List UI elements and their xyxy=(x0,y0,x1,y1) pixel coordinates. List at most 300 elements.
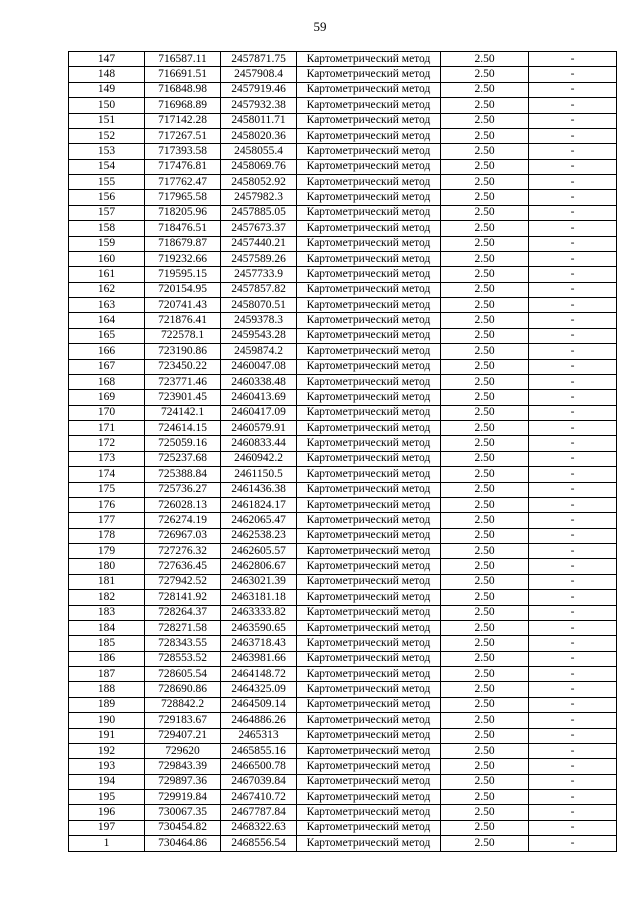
description-cell: - xyxy=(529,113,617,128)
point-number-cell: 185 xyxy=(69,636,145,651)
x-coordinate-cell: 725736.27 xyxy=(145,482,221,497)
description-cell: - xyxy=(529,820,617,835)
point-number-cell: 164 xyxy=(69,313,145,328)
method-cell: Картометрический метод xyxy=(297,282,441,297)
table-row xyxy=(69,128,617,143)
x-coordinate-cell: 723771.46 xyxy=(145,374,221,389)
table-row xyxy=(69,390,617,405)
method-cell: Картометрический метод xyxy=(297,713,441,728)
point-number-cell: 153 xyxy=(69,144,145,159)
method-cell: Картометрический метод xyxy=(297,728,441,743)
table-row xyxy=(69,790,617,805)
description-cell: - xyxy=(529,651,617,666)
accuracy-cell: 2.50 xyxy=(441,175,529,190)
table-row xyxy=(69,820,617,835)
y-coordinate-cell: 2459874.2 xyxy=(221,344,297,359)
x-coordinate-cell: 725059.16 xyxy=(145,436,221,451)
point-number-cell: 166 xyxy=(69,344,145,359)
table-row xyxy=(69,513,617,528)
method-cell: Картометрический метод xyxy=(297,236,441,251)
x-coordinate-cell: 717762.47 xyxy=(145,175,221,190)
description-cell: - xyxy=(529,774,617,789)
method-cell: Картометрический метод xyxy=(297,805,441,820)
table-row xyxy=(69,405,617,420)
description-cell: - xyxy=(529,359,617,374)
x-coordinate-cell: 724614.15 xyxy=(145,421,221,436)
description-cell: - xyxy=(529,159,617,174)
point-number-cell: 183 xyxy=(69,605,145,620)
point-number-cell: 188 xyxy=(69,682,145,697)
table-row xyxy=(69,113,617,128)
method-cell: Картометрический метод xyxy=(297,451,441,466)
table-row xyxy=(69,282,617,297)
y-coordinate-cell: 2460417.09 xyxy=(221,405,297,420)
method-cell: Картометрический метод xyxy=(297,774,441,789)
description-cell: - xyxy=(529,421,617,436)
table-row xyxy=(69,421,617,436)
table-row xyxy=(69,774,617,789)
point-number-cell: 152 xyxy=(69,128,145,143)
accuracy-cell: 2.50 xyxy=(441,267,529,282)
method-cell: Картометрический метод xyxy=(297,759,441,774)
x-coordinate-cell: 725237.68 xyxy=(145,451,221,466)
point-number-cell: 180 xyxy=(69,559,145,574)
coordinates-table-body xyxy=(69,52,617,852)
accuracy-cell: 2.50 xyxy=(441,667,529,682)
accuracy-cell: 2.50 xyxy=(441,98,529,113)
accuracy-cell: 2.50 xyxy=(441,313,529,328)
y-coordinate-cell: 2462806.67 xyxy=(221,559,297,574)
method-cell: Картометрический метод xyxy=(297,374,441,389)
x-coordinate-cell: 723901.45 xyxy=(145,390,221,405)
y-coordinate-cell: 2467410.72 xyxy=(221,790,297,805)
table-row xyxy=(69,251,617,266)
description-cell: - xyxy=(529,759,617,774)
method-cell: Картометрический метод xyxy=(297,421,441,436)
description-cell: - xyxy=(529,236,617,251)
method-cell: Картометрический метод xyxy=(297,497,441,512)
accuracy-cell: 2.50 xyxy=(441,544,529,559)
description-cell: - xyxy=(529,467,617,482)
x-coordinate-cell: 728264.37 xyxy=(145,605,221,620)
method-cell: Картометрический метод xyxy=(297,605,441,620)
accuracy-cell: 2.50 xyxy=(441,405,529,420)
y-coordinate-cell: 2458070.51 xyxy=(221,298,297,313)
accuracy-cell: 2.50 xyxy=(441,282,529,297)
x-coordinate-cell: 721876.41 xyxy=(145,313,221,328)
point-number-cell: 192 xyxy=(69,743,145,758)
accuracy-cell: 2.50 xyxy=(441,113,529,128)
method-cell: Картометрический метод xyxy=(297,528,441,543)
accuracy-cell: 2.50 xyxy=(441,682,529,697)
accuracy-cell: 2.50 xyxy=(441,728,529,743)
point-number-cell: 151 xyxy=(69,113,145,128)
point-number-cell: 190 xyxy=(69,713,145,728)
y-coordinate-cell: 2460579.91 xyxy=(221,421,297,436)
table-row xyxy=(69,728,617,743)
method-cell: Картометрический метод xyxy=(297,82,441,97)
method-cell: Картометрический метод xyxy=(297,159,441,174)
description-cell: - xyxy=(529,590,617,605)
method-cell: Картометрический метод xyxy=(297,344,441,359)
accuracy-cell: 2.50 xyxy=(441,559,529,574)
x-coordinate-cell: 723190.86 xyxy=(145,344,221,359)
y-coordinate-cell: 2468556.54 xyxy=(221,836,297,851)
description-cell: - xyxy=(529,405,617,420)
x-coordinate-cell: 723450.22 xyxy=(145,359,221,374)
table-row xyxy=(69,190,617,205)
y-coordinate-cell: 2464886.26 xyxy=(221,713,297,728)
method-cell: Картометрический метод xyxy=(297,590,441,605)
table-row xyxy=(69,359,617,374)
accuracy-cell: 2.50 xyxy=(441,482,529,497)
table-row xyxy=(69,374,617,389)
table-row xyxy=(69,344,617,359)
table-row xyxy=(69,267,617,282)
y-coordinate-cell: 2466500.78 xyxy=(221,759,297,774)
accuracy-cell: 2.50 xyxy=(441,52,529,67)
method-cell: Картометрический метод xyxy=(297,113,441,128)
accuracy-cell: 2.50 xyxy=(441,67,529,82)
description-cell: - xyxy=(529,313,617,328)
table-row xyxy=(69,651,617,666)
description-cell: - xyxy=(529,559,617,574)
method-cell: Картометрический метод xyxy=(297,267,441,282)
accuracy-cell: 2.50 xyxy=(441,451,529,466)
point-number-cell: 178 xyxy=(69,528,145,543)
x-coordinate-cell: 728690.86 xyxy=(145,682,221,697)
accuracy-cell: 2.50 xyxy=(441,221,529,236)
x-coordinate-cell: 717965.58 xyxy=(145,190,221,205)
method-cell: Картометрический метод xyxy=(297,128,441,143)
x-coordinate-cell: 727636.45 xyxy=(145,559,221,574)
point-number-cell: 163 xyxy=(69,298,145,313)
table-row xyxy=(69,743,617,758)
accuracy-cell: 2.50 xyxy=(441,390,529,405)
description-cell: - xyxy=(529,728,617,743)
point-number-cell: 189 xyxy=(69,697,145,712)
y-coordinate-cell: 2457733.9 xyxy=(221,267,297,282)
x-coordinate-cell: 716587.11 xyxy=(145,52,221,67)
point-number-cell: 168 xyxy=(69,374,145,389)
description-cell: - xyxy=(529,175,617,190)
y-coordinate-cell: 2458011.71 xyxy=(221,113,297,128)
y-coordinate-cell: 2464325.09 xyxy=(221,682,297,697)
point-number-cell: 187 xyxy=(69,667,145,682)
y-coordinate-cell: 2463181.18 xyxy=(221,590,297,605)
point-number-cell: 154 xyxy=(69,159,145,174)
point-number-cell: 196 xyxy=(69,805,145,820)
y-coordinate-cell: 2460833.44 xyxy=(221,436,297,451)
description-cell: - xyxy=(529,52,617,67)
y-coordinate-cell: 2463021.39 xyxy=(221,574,297,589)
y-coordinate-cell: 2457440.21 xyxy=(221,236,297,251)
x-coordinate-cell: 718205.96 xyxy=(145,205,221,220)
y-coordinate-cell: 2457932.38 xyxy=(221,98,297,113)
table-row xyxy=(69,713,617,728)
table-row xyxy=(69,144,617,159)
accuracy-cell: 2.50 xyxy=(441,128,529,143)
y-coordinate-cell: 2457908.4 xyxy=(221,67,297,82)
x-coordinate-cell: 729407.21 xyxy=(145,728,221,743)
accuracy-cell: 2.50 xyxy=(441,697,529,712)
accuracy-cell: 2.50 xyxy=(441,328,529,343)
x-coordinate-cell: 726274.19 xyxy=(145,513,221,528)
description-cell: - xyxy=(529,697,617,712)
table-row xyxy=(69,298,617,313)
point-number-cell: 160 xyxy=(69,251,145,266)
point-number-cell: 191 xyxy=(69,728,145,743)
point-number-cell: 186 xyxy=(69,651,145,666)
accuracy-cell: 2.50 xyxy=(441,620,529,635)
point-number-cell: 171 xyxy=(69,421,145,436)
point-number-cell: 175 xyxy=(69,482,145,497)
x-coordinate-cell: 728842.2 xyxy=(145,697,221,712)
y-coordinate-cell: 2467787.84 xyxy=(221,805,297,820)
method-cell: Картометрический метод xyxy=(297,190,441,205)
description-cell: - xyxy=(529,328,617,343)
method-cell: Картометрический метод xyxy=(297,682,441,697)
y-coordinate-cell: 2458052.92 xyxy=(221,175,297,190)
y-coordinate-cell: 2457857.82 xyxy=(221,282,297,297)
table-row xyxy=(69,451,617,466)
description-cell: - xyxy=(529,743,617,758)
description-cell: - xyxy=(529,836,617,851)
accuracy-cell: 2.50 xyxy=(441,436,529,451)
table-row xyxy=(69,559,617,574)
description-cell: - xyxy=(529,374,617,389)
method-cell: Картометрический метод xyxy=(297,328,441,343)
point-number-cell: 169 xyxy=(69,390,145,405)
x-coordinate-cell: 719595.15 xyxy=(145,267,221,282)
y-coordinate-cell: 2460942.2 xyxy=(221,451,297,466)
table-row xyxy=(69,528,617,543)
point-number-cell: 157 xyxy=(69,205,145,220)
method-cell: Картометрический метод xyxy=(297,667,441,682)
x-coordinate-cell: 717393.58 xyxy=(145,144,221,159)
y-coordinate-cell: 2457885.05 xyxy=(221,205,297,220)
table-row xyxy=(69,159,617,174)
description-cell: - xyxy=(529,82,617,97)
accuracy-cell: 2.50 xyxy=(441,144,529,159)
point-number-cell: 170 xyxy=(69,405,145,420)
x-coordinate-cell: 729897.36 xyxy=(145,774,221,789)
point-number-cell: 148 xyxy=(69,67,145,82)
accuracy-cell: 2.50 xyxy=(441,251,529,266)
y-coordinate-cell: 2463590.65 xyxy=(221,620,297,635)
point-number-cell: 147 xyxy=(69,52,145,67)
y-coordinate-cell: 2457589.26 xyxy=(221,251,297,266)
description-cell: - xyxy=(529,805,617,820)
accuracy-cell: 2.50 xyxy=(441,190,529,205)
y-coordinate-cell: 2467039.84 xyxy=(221,774,297,789)
point-number-cell: 193 xyxy=(69,759,145,774)
table-row xyxy=(69,482,617,497)
table-row xyxy=(69,605,617,620)
description-cell: - xyxy=(529,790,617,805)
y-coordinate-cell: 2461824.17 xyxy=(221,497,297,512)
table-row xyxy=(69,590,617,605)
table-row xyxy=(69,98,617,113)
accuracy-cell: 2.50 xyxy=(441,421,529,436)
accuracy-cell: 2.50 xyxy=(441,298,529,313)
table-row xyxy=(69,697,617,712)
method-cell: Картометрический метод xyxy=(297,144,441,159)
table-row xyxy=(69,667,617,682)
x-coordinate-cell: 729919.84 xyxy=(145,790,221,805)
description-cell: - xyxy=(529,128,617,143)
table-row xyxy=(69,620,617,635)
point-number-cell: 182 xyxy=(69,590,145,605)
table-row xyxy=(69,574,617,589)
accuracy-cell: 2.50 xyxy=(441,713,529,728)
accuracy-cell: 2.50 xyxy=(441,590,529,605)
method-cell: Картометрический метод xyxy=(297,67,441,82)
table-row xyxy=(69,67,617,82)
method-cell: Картометрический метод xyxy=(297,205,441,220)
y-coordinate-cell: 2458069.76 xyxy=(221,159,297,174)
method-cell: Картометрический метод xyxy=(297,298,441,313)
description-cell: - xyxy=(529,497,617,512)
y-coordinate-cell: 2464148.72 xyxy=(221,667,297,682)
x-coordinate-cell: 728605.54 xyxy=(145,667,221,682)
y-coordinate-cell: 2462605.57 xyxy=(221,544,297,559)
coordinates-table xyxy=(68,51,617,852)
x-coordinate-cell: 727942.52 xyxy=(145,574,221,589)
table-row xyxy=(69,328,617,343)
table-row xyxy=(69,175,617,190)
description-cell: - xyxy=(529,390,617,405)
point-number-cell: 195 xyxy=(69,790,145,805)
description-cell: - xyxy=(529,344,617,359)
point-number-cell: 167 xyxy=(69,359,145,374)
description-cell: - xyxy=(529,190,617,205)
accuracy-cell: 2.50 xyxy=(441,836,529,851)
x-coordinate-cell: 730454.82 xyxy=(145,820,221,835)
y-coordinate-cell: 2461436.38 xyxy=(221,482,297,497)
table-row xyxy=(69,636,617,651)
table-row xyxy=(69,544,617,559)
description-cell: - xyxy=(529,574,617,589)
x-coordinate-cell: 720741.43 xyxy=(145,298,221,313)
y-coordinate-cell: 2457919.46 xyxy=(221,82,297,97)
method-cell: Картометрический метод xyxy=(297,221,441,236)
accuracy-cell: 2.50 xyxy=(441,790,529,805)
x-coordinate-cell: 728343.55 xyxy=(145,636,221,651)
table-row xyxy=(69,221,617,236)
accuracy-cell: 2.50 xyxy=(441,805,529,820)
table-row xyxy=(69,836,617,851)
accuracy-cell: 2.50 xyxy=(441,513,529,528)
y-coordinate-cell: 2457871.75 xyxy=(221,52,297,67)
y-coordinate-cell: 2465855.16 xyxy=(221,743,297,758)
description-cell: - xyxy=(529,682,617,697)
point-number-cell: 181 xyxy=(69,574,145,589)
accuracy-cell: 2.50 xyxy=(441,497,529,512)
point-number-cell: 150 xyxy=(69,98,145,113)
y-coordinate-cell: 2460338.48 xyxy=(221,374,297,389)
table-row xyxy=(69,313,617,328)
method-cell: Картометрический метод xyxy=(297,390,441,405)
description-cell: - xyxy=(529,544,617,559)
x-coordinate-cell: 729843.39 xyxy=(145,759,221,774)
method-cell: Картометрический метод xyxy=(297,482,441,497)
y-coordinate-cell: 2463333.82 xyxy=(221,605,297,620)
accuracy-cell: 2.50 xyxy=(441,359,529,374)
point-number-cell: 158 xyxy=(69,221,145,236)
x-coordinate-cell: 724142.1 xyxy=(145,405,221,420)
description-cell: - xyxy=(529,620,617,635)
description-cell: - xyxy=(529,605,617,620)
method-cell: Картометрический метод xyxy=(297,697,441,712)
y-coordinate-cell: 2465313 xyxy=(221,728,297,743)
x-coordinate-cell: 728271.58 xyxy=(145,620,221,635)
method-cell: Картометрический метод xyxy=(297,651,441,666)
description-cell: - xyxy=(529,436,617,451)
x-coordinate-cell: 729183.67 xyxy=(145,713,221,728)
table-row xyxy=(69,467,617,482)
y-coordinate-cell: 2458020.36 xyxy=(221,128,297,143)
method-cell: Картометрический метод xyxy=(297,359,441,374)
method-cell: Картометрический метод xyxy=(297,513,441,528)
y-coordinate-cell: 2463718.43 xyxy=(221,636,297,651)
x-coordinate-cell: 719232.66 xyxy=(145,251,221,266)
method-cell: Картометрический метод xyxy=(297,436,441,451)
description-cell: - xyxy=(529,267,617,282)
accuracy-cell: 2.50 xyxy=(441,574,529,589)
point-number-cell: 165 xyxy=(69,328,145,343)
x-coordinate-cell: 730067.35 xyxy=(145,805,221,820)
point-number-cell: 179 xyxy=(69,544,145,559)
description-cell: - xyxy=(529,713,617,728)
point-number-cell: 159 xyxy=(69,236,145,251)
x-coordinate-cell: 729620 xyxy=(145,743,221,758)
method-cell: Картометрический метод xyxy=(297,313,441,328)
point-number-cell: 149 xyxy=(69,82,145,97)
x-coordinate-cell: 716691.51 xyxy=(145,67,221,82)
table-row xyxy=(69,682,617,697)
description-cell: - xyxy=(529,221,617,236)
method-cell: Картометрический метод xyxy=(297,636,441,651)
y-coordinate-cell: 2457982.3 xyxy=(221,190,297,205)
method-cell: Картометрический метод xyxy=(297,175,441,190)
x-coordinate-cell: 716848.98 xyxy=(145,82,221,97)
x-coordinate-cell: 720154.95 xyxy=(145,282,221,297)
y-coordinate-cell: 2460047.08 xyxy=(221,359,297,374)
method-cell: Картометрический метод xyxy=(297,574,441,589)
accuracy-cell: 2.50 xyxy=(441,605,529,620)
table-row xyxy=(69,759,617,774)
method-cell: Картометрический метод xyxy=(297,405,441,420)
table-row xyxy=(69,805,617,820)
description-cell: - xyxy=(529,144,617,159)
table-row xyxy=(69,82,617,97)
point-number-cell: 177 xyxy=(69,513,145,528)
description-cell: - xyxy=(529,451,617,466)
accuracy-cell: 2.50 xyxy=(441,528,529,543)
accuracy-cell: 2.50 xyxy=(441,467,529,482)
y-coordinate-cell: 2457673.37 xyxy=(221,221,297,236)
table-row xyxy=(69,436,617,451)
method-cell: Картометрический метод xyxy=(297,836,441,851)
accuracy-cell: 2.50 xyxy=(441,759,529,774)
x-coordinate-cell: 728553.52 xyxy=(145,651,221,666)
accuracy-cell: 2.50 xyxy=(441,344,529,359)
x-coordinate-cell: 717476.81 xyxy=(145,159,221,174)
method-cell: Картометрический метод xyxy=(297,559,441,574)
accuracy-cell: 2.50 xyxy=(441,651,529,666)
description-cell: - xyxy=(529,205,617,220)
